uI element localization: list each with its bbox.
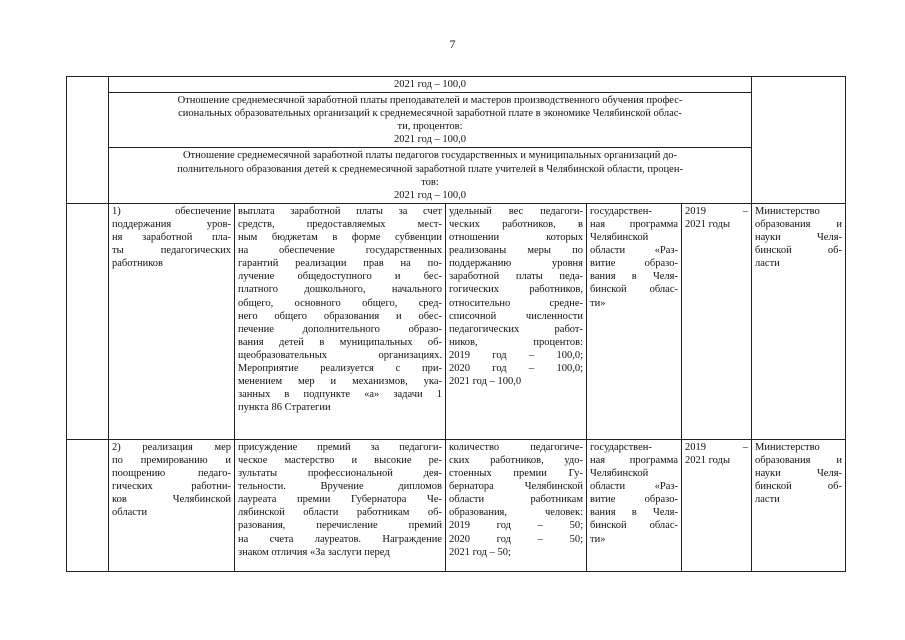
text-line: стоенных премии Гу- — [449, 468, 583, 480]
text-line: по премированию и — [112, 454, 231, 466]
measure-row-1 — [67, 203, 846, 439]
text-line: области «Раз- — [590, 481, 678, 493]
text-line: тельности. Вручение дипломов — [238, 481, 442, 493]
text-line: ласти — [755, 494, 780, 506]
text-line: 1) обеспечение — [112, 205, 231, 217]
mechanism-cell — [235, 203, 446, 439]
empty-index-cell — [67, 203, 109, 439]
text-line: ная программа — [590, 218, 678, 230]
text-line: ня заработной пла- — [112, 232, 231, 244]
text-line: государствен- — [590, 441, 652, 453]
target-row-2 — [67, 93, 846, 148]
text-line: государствен- — [590, 205, 652, 217]
text-line: отношении которых — [449, 232, 583, 244]
measure-cell — [109, 439, 235, 571]
text-line: вания детей в муниципальных об- — [238, 336, 442, 348]
text-line: области работникам — [449, 494, 583, 506]
text-line: 2019 – — [685, 205, 749, 217]
text-line: на обеспечение государственных — [238, 245, 442, 257]
text-line: занных в подпункте «а» задачи 1 — [238, 389, 442, 401]
text-line: Челябинской — [590, 232, 649, 244]
text-line: 2021 годы — [685, 454, 731, 466]
text-line: Отношение среднемесячной заработной платы преподавателей и мастеров производственного обучения профес- — [177, 95, 683, 107]
text-line: платного дошкольного, начального — [238, 284, 442, 296]
text-line: него общего образования и обес- — [238, 310, 442, 322]
text-line: работников — [112, 258, 163, 270]
page-number: 7 — [449, 37, 456, 51]
text-line: лауреата премии Губернатора Че- — [238, 494, 442, 506]
text-line: 2020 год – 50; — [449, 533, 583, 545]
text-line: полнительного образования детей к среднемесячной заработной плате учителей в Челябинской области, процен- — [177, 163, 683, 175]
text-line: списочной численности — [449, 310, 583, 322]
executor-cell — [752, 203, 846, 439]
text-line: разования, перечисление премий — [238, 520, 442, 532]
text-line: педагогических работ- — [449, 323, 583, 335]
text-line: 2019 год – 50; — [449, 520, 583, 532]
text-line: Мероприятие реализуется с при- — [238, 362, 442, 374]
measure-cell — [109, 203, 235, 439]
text-line: заработной платы педа- — [449, 271, 583, 283]
text-line: Министерство — [755, 441, 820, 453]
right-empty-cell — [752, 77, 846, 204]
program-cell — [587, 203, 682, 439]
target-row-1 — [67, 77, 846, 93]
text-line: 2021 год – 100,0 — [393, 134, 467, 146]
text-line: бинской об- — [755, 481, 843, 493]
text-line: реализованы меры по — [449, 245, 583, 257]
text-line: щеобразовательных организациях. — [238, 349, 442, 361]
text-line: 2019 год – 100,0; — [449, 349, 583, 361]
text-line: ным бюджетам в форме субвенции — [238, 232, 442, 244]
text-line: образования, человек: — [449, 507, 583, 519]
measure-row-2 — [67, 439, 846, 571]
text-line: выплата заработной платы за счет — [238, 205, 442, 217]
target-cell-1 — [109, 77, 752, 93]
text-line: на счета лауреатов. Награждение — [238, 533, 442, 545]
text-line: области «Раз- — [590, 245, 678, 257]
text-line: 2021 год – 100,0 — [393, 189, 467, 201]
target-row-3 — [67, 148, 846, 203]
text-line: ная программа — [590, 454, 678, 466]
text-line: количество педагогиче- — [449, 441, 583, 453]
text-line: бернатора Челябинской — [449, 481, 583, 493]
text-line: ческих работников, в — [449, 218, 583, 230]
text-line: 2021 год – 50; — [449, 546, 511, 558]
text-line: Челябинской — [590, 468, 649, 480]
text-line: лябинской области работникам об- — [238, 507, 442, 519]
text-line: поощрению педаго- — [112, 468, 231, 480]
empty-index-cell — [67, 439, 109, 571]
text-line: гогических работников, — [449, 284, 583, 296]
text-line: лучение общедоступного и бес- — [238, 271, 442, 283]
text-line: сиональных образовательных организаций к среднемесячной заработной плате в экономике Челябинской облас- — [178, 108, 682, 120]
target-cell-3 — [109, 148, 752, 203]
period-cell — [682, 439, 752, 571]
text-line: ласти — [755, 258, 780, 270]
text-line: науки Челя- — [755, 232, 843, 244]
text-line: 2021 годы — [685, 218, 731, 230]
text-line: ти» — [590, 297, 606, 309]
target-cell-2 — [109, 93, 752, 148]
text-line: 2) реализация мер — [112, 441, 231, 453]
program-cell — [587, 439, 682, 571]
text-line: 2019 – — [685, 441, 749, 453]
text-line: Министерство — [755, 205, 820, 217]
text-line: образования и — [755, 218, 843, 230]
text-line: ческое мастерство и высокие ре- — [238, 454, 442, 466]
text-line: присуждение премий за педагоги- — [238, 441, 442, 453]
text-line: бинской облас- — [590, 284, 678, 296]
text-line: образования и — [755, 454, 843, 466]
text-line: области — [112, 507, 148, 519]
text-line: ских работников, удо- — [449, 454, 583, 466]
text-line: гарантий реализации прав на по- — [238, 258, 442, 270]
text-line: вания в Челя- — [590, 271, 678, 283]
period-cell — [682, 203, 752, 439]
indicator-cell — [446, 203, 587, 439]
text-line: относительно средне- — [449, 297, 583, 309]
text-line: вания в Челя- — [590, 507, 678, 519]
executor-cell — [752, 439, 846, 571]
text-line: витие образо- — [590, 494, 678, 506]
text-line: 2021 год – 100,0 — [393, 79, 467, 90]
text-line: ников, процентов: — [449, 336, 583, 348]
text-line: поддержания уров- — [112, 218, 231, 230]
indicator-cell — [446, 439, 587, 571]
text-line: зультаты профессиональной дея- — [238, 468, 442, 480]
left-empty-cell — [67, 77, 109, 204]
text-line: средств, предоставляемых мест- — [238, 218, 442, 230]
text-line: удельный вес педагоги- — [449, 205, 583, 217]
text-line: гических работни- — [112, 481, 231, 493]
mechanism-cell — [235, 439, 446, 571]
text-line: тов: — [421, 176, 439, 188]
measures-table — [66, 76, 846, 572]
text-line: ти» — [590, 533, 606, 545]
text-line: пункта 86 Стратегии — [238, 402, 331, 414]
text-line: науки Челя- — [755, 468, 843, 480]
text-line: ты педагогических — [112, 245, 231, 257]
text-line: бинской об- — [755, 245, 843, 257]
text-line: поддержанию уровня — [449, 258, 583, 270]
text-line: менением мер и механизмов, ука- — [238, 376, 442, 388]
text-line: Отношение среднемесячной заработной платы педагогов государственных и муниципальных организаций до- — [182, 150, 678, 162]
text-line: общего, основного общего, сред- — [238, 297, 442, 309]
text-line: витие образо- — [590, 258, 678, 270]
text-line: 2020 год – 100,0; — [449, 362, 583, 374]
text-line: бинской облас- — [590, 520, 678, 532]
text-line: печение дополнительного образо- — [238, 323, 442, 335]
text-line: знаком отличия «За заслуги перед — [238, 546, 390, 558]
text-line: ти, процентов: — [397, 121, 463, 133]
text-line: ков Челябинской — [112, 494, 231, 506]
text-line: 2021 год – 100,0 — [449, 376, 522, 388]
